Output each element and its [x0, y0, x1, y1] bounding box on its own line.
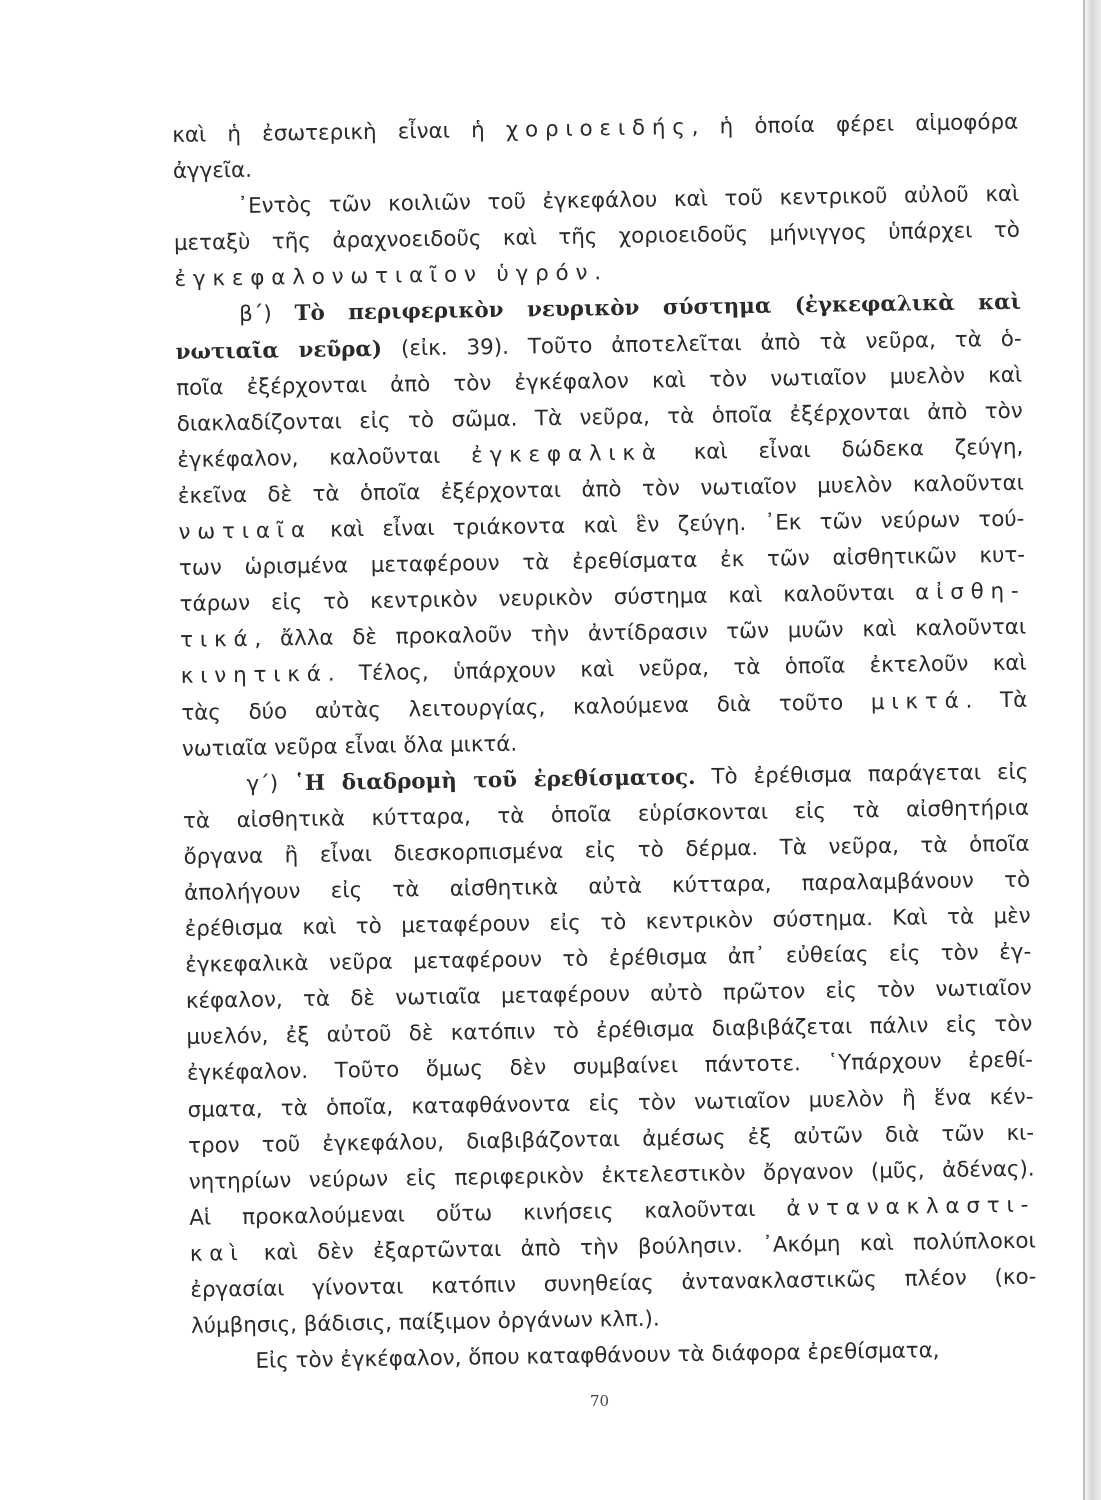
spaced-term-text: χοριοειδής	[505, 114, 692, 143]
paragraph	[182, 754, 1037, 1345]
text-run: μυελόν, ἐξ αὐτοῦ δὲ κατόπιν τὸ ἐρέθισμα διαβιβάζεται πάλιν εἰς τὸν	[186, 1011, 1033, 1051]
text-run: τρον τοῦ ἐγκεφάλου, διαβιβάζονται ἀμέσως ἐξ αὐτῶν διὰ τῶν κι-	[187, 1120, 1035, 1159]
bold-heading-text: Τὸ περιφερικὸν νευρικὸν σύστημα (ἐγκεφαλικὰ καὶ	[294, 290, 1022, 327]
body-text	[172, 105, 1038, 1381]
bold-heading-text: ῾Η διαδρομὴ τοῦ ἐρεθίσματος.	[293, 764, 696, 796]
bold-heading-text: νωτιαῖα νεῦρα)	[175, 336, 383, 365]
spaced-term-text: τικά	[180, 627, 255, 654]
text-run: . Τέλος, ὑπάρχουν καὶ νεῦρα, τὰ ὁποῖα ἐκτελοῦν καὶ	[327, 651, 1027, 688]
text-run: κέφαλον, τὰ δὲ νωτιαῖα μεταφέρουν αὐτὸ πρῶτον εἰς τὸν νωτιαῖον	[185, 975, 1032, 1015]
text-run: Εἰς τὸν ἐγκέφαλον, ὅπου καταφθάνουν τὰ διάφορα ἐρεθίσματα,	[255, 1338, 940, 1375]
spaced-term-text: ἐγκεφαλονωτιαῖον ὑγρόν	[174, 260, 595, 293]
text-run: ὄργανα ἢ εἶναι διεσκορπισμένα εἰς τὸ δέρμα. Τὰ νεῦρα, τὰ ὁποῖα	[183, 831, 1030, 870]
text-run: Τὸ ἐρέθισμα παράγεται εἰς	[695, 759, 1029, 790]
text-run: σματα, τὰ ὁποῖα, καταφθάνοντα εἰς τὸν νωτιαῖον μυελὸν ἢ ἕνα κέν-	[187, 1084, 1034, 1123]
text-run: (εἰκ. 39). Τοῦτο ἀποτελεῖται ἀπὸ τὰ νεῦρα, τὰ ὁ-	[381, 326, 1022, 362]
text-run: τὰ αἰσθητικὰ κύτταρα, τὰ ὁποῖα εὑρίσκονται εἰς τὰ αἰσθητήρια	[182, 795, 1030, 834]
spaced-term-text: καὶ	[189, 1240, 245, 1267]
text-run: ᾿Εντὸς τῶν κοιλιῶν τοῦ ἐγκεφάλου καὶ τοῦ κεντρικοῦ αὐλοῦ καὶ	[237, 181, 1020, 220]
text-run: ἀγγεῖα.	[172, 157, 253, 185]
text-run: , ἄλλα δὲ προκαλοῦν τὴν ἀντίδρασιν τῶν μυῶν καὶ καλοῦνται	[254, 614, 1027, 653]
text-run: , ἡ ὁποία φέρει αἱμοφόρα	[691, 109, 1019, 140]
text-run: ἀπολήγουν εἰς τὰ αἰσθητικὰ αὐτὰ κύτταρα, παραλαμβάνουν τὸ	[183, 867, 1031, 906]
text-run: των ὡρισμένα μεταφέρουν τὰ ἐρεθίσματα ἐκ τῶν αἰσθητικῶν κυτ-	[178, 542, 1026, 582]
page-edge-shadow	[1083, 0, 1101, 1500]
text-run: τὰς δύο αὐτὰς λειτουργίας, καλούμενα διὰ τοῦτο	[181, 689, 872, 726]
spaced-term-text: ἀντανακλαστι-	[786, 1192, 1036, 1222]
spaced-term-text: ἐγκεφαλικὰ	[470, 440, 664, 469]
text-run: γ΄)	[246, 770, 295, 797]
text-run: ἐγκεφαλικὰ νεῦρα μεταφέρουν τὸ ἐρέθισμα ἀπ᾿ εὐθείας εἰς τὸν ἐγ-	[185, 939, 1032, 979]
text-run: ἐγκέφαλον, καλοῦνται	[177, 443, 472, 473]
spaced-term-text: νωτιαῖα	[178, 517, 313, 545]
text-run: .	[594, 260, 602, 286]
text-run: ἐργασίαι γίνονται κατόπιν συνηθείας ἀντανακλαστικῶς πλέον (κο-	[190, 1264, 1037, 1303]
spaced-term-text: αἰσθη-	[914, 578, 1026, 606]
text-run: καὶ εἶναι τριάκοντα καὶ ἓν ζεύγη. ᾿Εκ τῶν νεύρων τού-	[311, 506, 1025, 543]
text-run: ποῖα ἐξέρχονται ἀπὸ τὸν ἐγκέφαλον καὶ τὸν νωτιαῖον μυελὸν καὶ	[176, 362, 1023, 401]
text-run: καὶ ἡ ἐσωτερικὴ εἶναι ἡ	[172, 117, 507, 148]
text-run: καὶ δὲν ἐξαρτῶνται ἀπὸ τὴν βούλησιν. ᾿Ακόμη καὶ πολύπλοκοι	[244, 1228, 1036, 1266]
text-run: νητηρίων νεύρων εἰς περιφερικὸν ἐκτελεστικὸν ὄργανον (μῦς, ἀδένας).	[188, 1156, 1035, 1195]
paragraph	[175, 285, 1028, 767]
spaced-term-text: κινητικά	[180, 662, 328, 690]
text-run: τάρων εἰς τὸ κεντρικὸν νευρικὸν σύστημα καὶ καλοῦνται	[179, 580, 916, 618]
text-run: ἐγκέφαλον. Τοῦτο ὅμως δὲν συμβαίνει πάντοτε. ῾Υπάρχουν ἐρεθί-	[186, 1048, 1034, 1087]
page-number: 70	[590, 1392, 610, 1410]
paragraph	[172, 105, 1019, 190]
text-run: λύμβησις, βάδισις, παίξιμον ὀργάνων κλπ.).	[190, 1306, 660, 1339]
text-run: Αἱ προκαλούμεναι οὕτω κινήσεις καλοῦνται	[189, 1196, 787, 1231]
text-run: ἐκεῖνα δὲ τὰ ὁποῖα ἐξέρχονται ἀπὸ τὸν νωτιαῖον μυελὸν καλοῦνται	[177, 470, 1025, 509]
text-run: διακλαδίζονται εἰς τὸ σῶμα. Τὰ νεῦρα, τὰ ὁποῖα ἐξέρχονται ἀπὸ τὸν	[176, 398, 1023, 437]
paragraph	[173, 177, 1021, 299]
spaced-term-text: μικτά	[870, 688, 966, 715]
text-run: νωτιαῖα νεῦρα εἶναι ὅλα μικτά.	[181, 731, 518, 762]
text-run: . Τὰ	[965, 687, 1028, 714]
text-run: καὶ εἶναι δώδεκα ζεύγη,	[662, 434, 1024, 466]
text-run: ἐρέθισμα καὶ τὸ μεταφέρουν εἰς τὸ κεντρικὸν σύστημα. Καὶ τὰ μὲν	[184, 903, 1031, 942]
text-run: μεταξὺ τῆς ἀραχνοειδοῦς καὶ τῆς χοριοειδοῦς μήνιγγος ὑπάρχει τὸ	[173, 217, 1021, 257]
text-run: β΄)	[238, 301, 295, 328]
